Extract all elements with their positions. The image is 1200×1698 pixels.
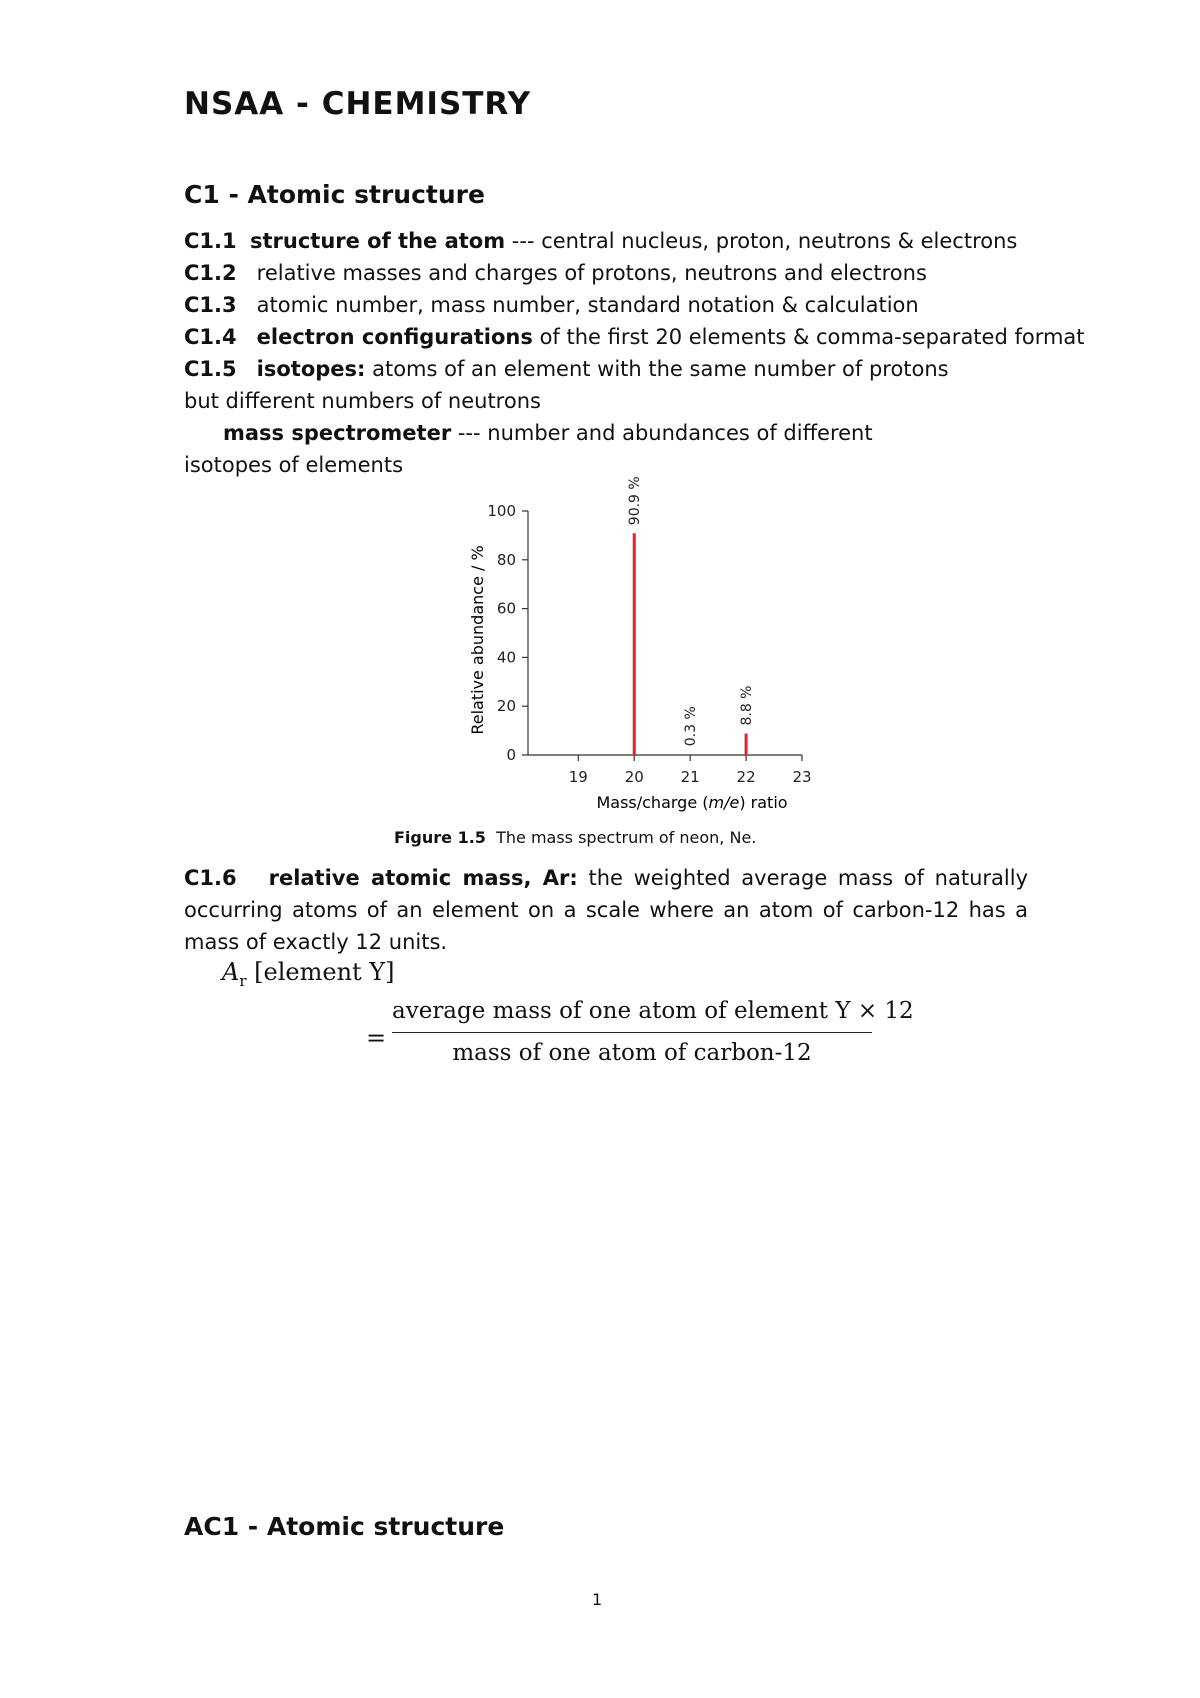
- topic-text: atoms of an element with the same number of protons: [365, 357, 949, 381]
- x-tick-label: 19: [568, 768, 588, 786]
- topic-number: C1.4: [184, 325, 237, 349]
- topic-number: C1.6: [184, 866, 237, 890]
- topic-text: of the first 20 elements & comma-separated format: [532, 325, 1085, 349]
- figure-caption-text: The mass spectrum of neon, Ne.: [496, 828, 757, 847]
- formula-lhs: [222, 958, 395, 990]
- document-title: NSAA - CHEMISTRY: [184, 86, 532, 122]
- mass-spectrometer-text: --- number and abundances of different: [451, 421, 873, 445]
- topic-text: atomic number, mass number, standard notation & calculation: [256, 293, 919, 317]
- mass-spectrometer-continuation: isotopes of elements: [184, 453, 404, 477]
- y-tick-label: 80: [496, 550, 516, 569]
- y-tick-label: 20: [496, 697, 516, 716]
- formula-bracket: [element Y]: [254, 958, 395, 986]
- topic-keyword: structure of the atom: [249, 229, 506, 253]
- x-tick-label: 22: [736, 768, 756, 786]
- x-axis-label: Mass/charge (m/e) ratio: [596, 793, 788, 812]
- topic-keyword: isotopes:: [256, 357, 366, 381]
- section-heading: C1 - Atomic structure: [184, 180, 485, 209]
- topic-text: relative masses and charges of protons, neutrons and electrons: [256, 261, 927, 285]
- topic-number: C1.1: [184, 229, 237, 253]
- topic-number: C1.5: [184, 357, 237, 381]
- bar-value-label: 90.9 %: [627, 476, 644, 526]
- formula-symbol: A: [222, 958, 240, 986]
- bar-value-label: 0.3 %: [683, 706, 700, 747]
- fraction-bar: [392, 1032, 872, 1033]
- formula-denominator: mass of one atom of carbon-12: [452, 1040, 812, 1066]
- y-axis-label: Relative abundance / %: [468, 545, 487, 735]
- isotopes-continuation: but different numbers of neutrons: [184, 389, 541, 413]
- next-section-heading: AC1 - Atomic structure: [184, 1512, 505, 1541]
- y-tick-label: 0: [506, 746, 516, 764]
- formula-numerator: average mass of one atom of element Y × 12: [392, 998, 914, 1024]
- formula-subscript: r: [239, 971, 247, 990]
- topic-text: the weighted average mass of naturally occurring atoms of an element on a scale where an atom of carbon-12 has a mass of exactly 12 units.: [184, 866, 1028, 954]
- x-tick-label: 21: [680, 768, 700, 786]
- topic-number: C1.2: [184, 261, 237, 285]
- page-number: 1: [592, 1590, 603, 1609]
- figure-label: Figure 1.5: [394, 828, 486, 847]
- y-tick-label: 40: [496, 648, 516, 667]
- topic-text: --- central nucleus, proton, neutrons & electrons: [505, 229, 1018, 253]
- chart-bars: [627, 476, 755, 755]
- x-tick-label: 23: [792, 768, 812, 786]
- figure-caption: [394, 828, 756, 847]
- chart-axes: [487, 502, 811, 786]
- y-tick-label: 100: [487, 502, 516, 520]
- c1-6-paragraph: [184, 862, 1028, 958]
- topic-keyword: relative atomic mass, Ar:: [268, 866, 578, 890]
- formula-equals: =: [366, 1024, 387, 1052]
- bar-value-label: 8.8 %: [739, 685, 756, 726]
- x-tick-label: 20: [624, 768, 644, 786]
- topic-number: C1.3: [184, 293, 237, 317]
- y-tick-label: 60: [496, 599, 516, 618]
- mass-spectrometer-keyword: mass spectrometer: [223, 421, 452, 445]
- topic-keyword: electron configurations: [256, 325, 533, 349]
